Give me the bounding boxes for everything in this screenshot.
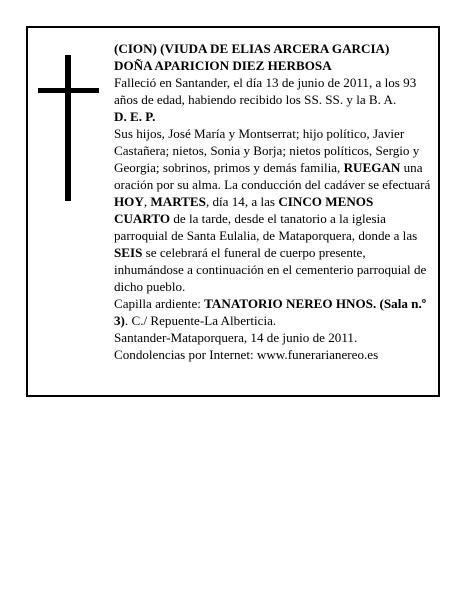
hoy-text: HOY bbox=[114, 194, 144, 209]
chapel-address: . C./ Repuente-La Alberticia. bbox=[124, 313, 277, 328]
route-text: de la tarde, desde el tanatorio a la iglesia parroquial de Santa Eulalia, de Mataporquera, donde a las bbox=[114, 211, 418, 243]
notice-header-line1: (CION) (VIUDA DE ELIAS ARCERA GARCIA) bbox=[114, 41, 390, 56]
death-statement: Falleció en Santander, el día 13 de junio de 2011, a los 93 años de edad, habiendo recibido los SS. SS. y la B. A. bbox=[114, 75, 417, 107]
funeral-text: se celebrará el funeral de cuerpo presente, inhumándose a continuación en el cementerio parroquial de dicho pueblo. bbox=[114, 245, 427, 294]
chapel-prefix: Capilla ardiente: bbox=[114, 296, 205, 311]
place-date: Santander-Mataporquera, 14 de junio de 2011. bbox=[114, 330, 358, 345]
family-text: Sus hijos, José María y Montserrat; hijo político, Javier Castañera; nietos, Sonia y Borja; nietos políticos, Sergio y Georgia; sobrinos, primos y demás familia, bbox=[114, 126, 420, 175]
time-text: CINCO MENOS CUARTO bbox=[114, 194, 374, 226]
notice-text bbox=[114, 40, 432, 363]
chapel-name: TANATORIO NEREO HNOS. (Sala n.º 3) bbox=[114, 296, 427, 328]
seis-text: SEIS bbox=[114, 245, 143, 260]
dep-line: D. E. P. bbox=[114, 109, 156, 124]
condolences-line: Condolencias por Internet: www.funerarianereo.es bbox=[114, 347, 379, 362]
day-text: , día 14, a las bbox=[205, 194, 279, 209]
deceased-name: DOÑA APARICION DIEZ HERBOSA bbox=[114, 58, 332, 73]
comma-text: , bbox=[143, 194, 151, 209]
prayer-text: una oración por su alma. La conducción del cadáver se efectuará bbox=[114, 160, 431, 192]
cross-icon bbox=[38, 55, 99, 201]
chapel-line bbox=[114, 295, 432, 329]
ruegan-text: RUEGAN bbox=[343, 160, 401, 175]
family-paragraph bbox=[114, 125, 432, 295]
obituary-notice bbox=[26, 26, 440, 397]
martes-text: MARTES bbox=[150, 194, 206, 209]
